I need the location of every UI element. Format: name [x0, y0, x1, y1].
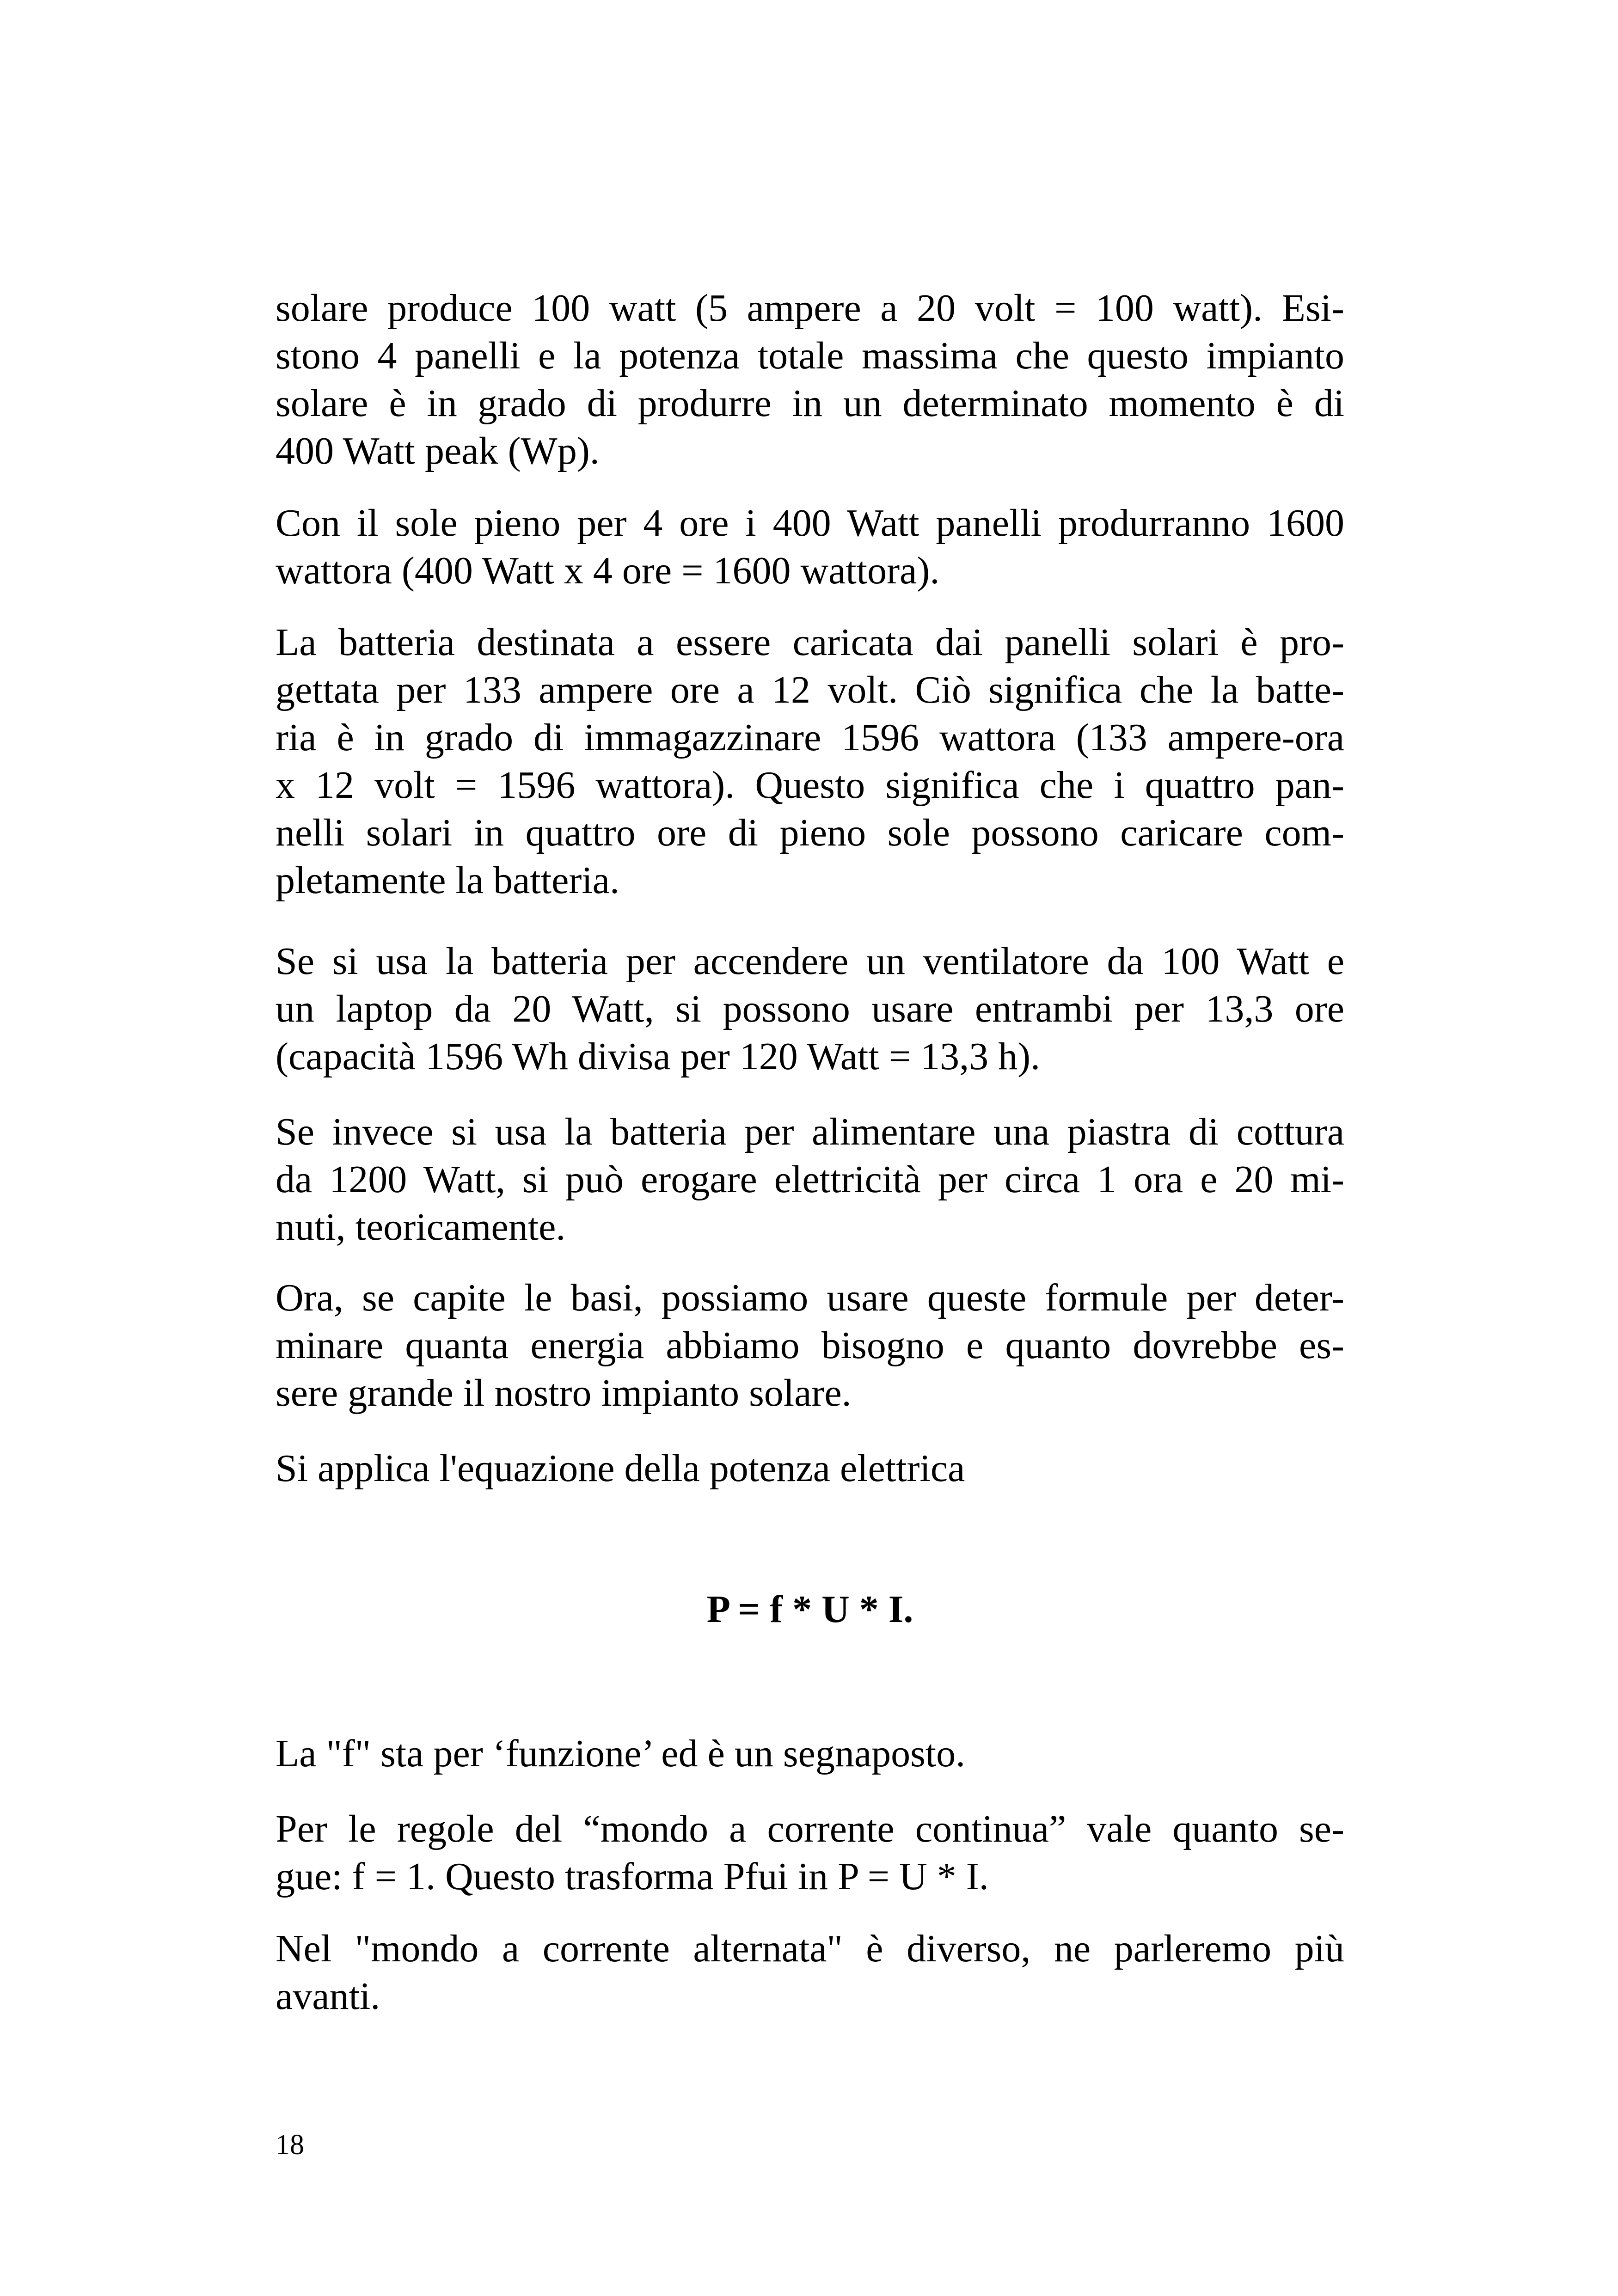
text-line: La batteria destinata a essere caricata dai panelli solari è pro-	[276, 621, 1344, 664]
text-line: sere grande il nostro impianto solare.	[276, 1371, 852, 1414]
paragraph-battery	[276, 618, 1344, 904]
text-line: La "f" sta per ‘funzione’ ed è un segnaposto.	[276, 1732, 966, 1775]
text-line: Nel "mondo a corrente alternata" è diverso, ne parleremo più	[276, 1927, 1344, 1970]
paragraph-fan-laptop	[276, 937, 1344, 1080]
text-line: Per le regole del “mondo a corrente continua” vale quanto se-	[276, 1807, 1344, 1850]
text-line: un laptop da 20 Watt, si possono usare entrambi per 13,3 ore	[276, 987, 1344, 1030]
text-line: minare quanta energia abbiamo bisogno e quanto dovrebbe es-	[276, 1324, 1344, 1367]
paragraph-alternating-current	[276, 1925, 1344, 2020]
text-line: da 1200 Watt, si può erogare elettricità per circa 1 ora e 20 mi-	[276, 1158, 1344, 1201]
text-line: avanti.	[276, 1975, 380, 2018]
text-line: nuti, teoricamente.	[276, 1206, 566, 1249]
text-line: wattora (400 Watt x 4 ore = 1600 wattora).	[276, 549, 940, 592]
text-line: (capacità 1596 Wh divisa per 120 Watt = 13,3 h).	[276, 1035, 1041, 1078]
paragraph-basics	[276, 1274, 1344, 1417]
text-line: Ora, se capite le basi, possiamo usare queste formule per deter-	[276, 1276, 1344, 1319]
paragraph-hotplate	[276, 1108, 1344, 1251]
text-line: nelli solari in quattro ore di pieno sole possono caricare com-	[276, 811, 1344, 854]
paragraph-direct-current	[276, 1805, 1344, 1900]
text-line: Con il sole pieno per 4 ore i 400 Watt panelli produrranno 1600	[276, 502, 1344, 545]
paragraph-full-sun	[276, 499, 1344, 594]
paragraph-equation-intro	[276, 1445, 1344, 1492]
text-line: Se si usa la batteria per accendere un ventilatore da 100 Watt e	[276, 940, 1344, 983]
text-line: Si applica l'equazione della potenza elettrica	[276, 1447, 965, 1490]
text-line: ria è in grado di immagazzinare 1596 wattora (133 ampere-ora	[276, 716, 1344, 759]
text-line: x 12 volt = 1596 wattora). Questo significa che i quattro pan-	[276, 764, 1344, 807]
text-line: gettata per 133 ampere ore a 12 volt. Ciò significa che la batte-	[276, 668, 1344, 711]
page-number: 18	[276, 2129, 304, 2161]
text-line: solare produce 100 watt (5 ampere a 20 volt = 100 watt). Esi-	[276, 287, 1344, 330]
text-line: solare è in grado di produrre in un determinato momento è di	[276, 382, 1344, 425]
power-formula: P = f * U * I.	[706, 1588, 913, 1631]
text-line: gue: f = 1. Questo trasforma Pfui in P = U * I.	[276, 1855, 989, 1898]
text-line: pletamente la batteria.	[276, 859, 619, 902]
paragraph-f-meaning	[276, 1730, 1344, 1777]
text-line: Se invece si usa la batteria per alimentare una piastra di cottura	[276, 1110, 1344, 1153]
paragraph-solar-output	[276, 284, 1344, 475]
text-line: stono 4 panelli e la potenza totale massima che questo impianto	[276, 334, 1344, 377]
text-line: 400 Watt peak (Wp).	[276, 429, 600, 472]
